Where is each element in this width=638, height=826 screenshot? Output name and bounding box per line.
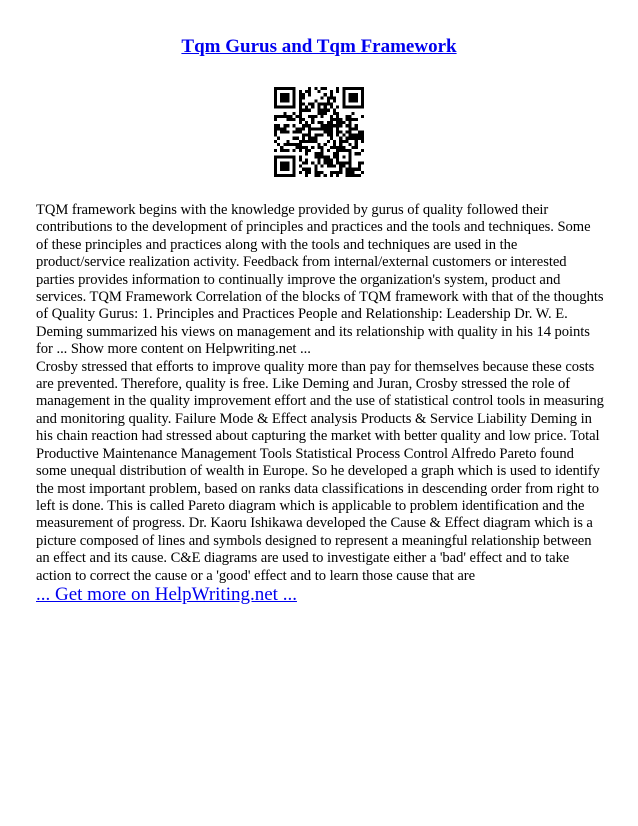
- paragraph-1: TQM framework begins with the knowledge provided by gurus of quality followed their contributions to the development of principles and practices and the tools and techniques. Some of these principles and practices along with the tools and techniques are used in the product/service realization activity. Feedback from internal/external customers or interested parties provides information to continually improve the organization's system, product and services. TQM Framework Correlation of the blocks of TQM framework with that of the thoughts of Quality Gurus: 1. Principles and Practices People and Relationship: Leadership Dr. W. E. Deming summarized his views on management and its relationship with quality in his 14 points for ... Show more content on Helpwriting.net ...: [36, 202, 604, 358]
- get-more-link[interactable]: ... Get more on HelpWriting.net ...: [36, 584, 297, 605]
- paragraph-2: Crosby stressed that efforts to improve quality more than pay for themselves because these costs are prevented. Therefore, quality is free. Like Deming and Juran, Crosby stressed the role of management in the quality improvement effort and the use of statistical control tools in measuring and monitoring quality. Failure Mode & Effect analysis Products & Service Liability Deming in his chain reaction had stressed about capturing the market with better quality and low price. Total Productive Maintenance Management Tools Statistical Process Control Alfredo Pareto found some unequal distribution of wealth in Europe. So he developed a graph which is used to identify the most important problem, based on ranks data classifications in descending order from right to left is done. This is called Pareto diagram which is applicable to problem identification and the measurement of progress. Dr. Kaoru Ishikawa developed the Cause & Effect diagram which is a picture composed of lines and symbols designed to represent a meaningful relationship between an effect and its cause. C&E diagrams are used to investigate either a 'bad' effect and to take action to correct the cause or a 'good' effect and to learn those cause that are: [36, 358, 604, 584]
- more-link-container: [36, 584, 297, 606]
- title-link[interactable]: Tqm Gurus and Tqm Framework: [181, 36, 457, 57]
- body-text: [36, 202, 604, 585]
- page-title: [0, 36, 638, 58]
- qr-code-icon: [274, 87, 364, 177]
